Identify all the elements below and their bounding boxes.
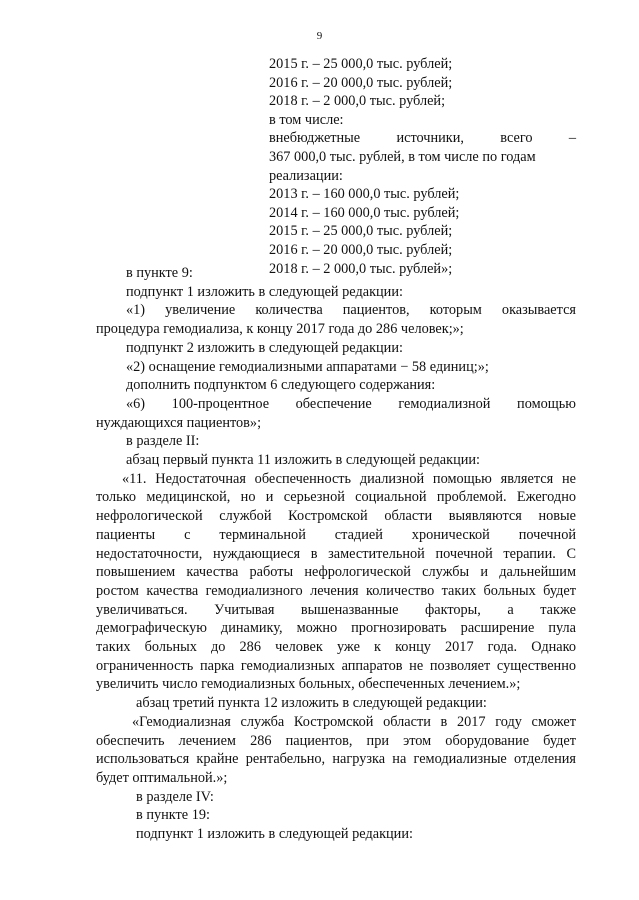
paragraph-line: таких больных до 286 человек уже к концу 2017 года. Однако bbox=[96, 639, 576, 656]
paragraph: «2) оснащение гемодиализными аппаратами − 58 единиц;»; bbox=[126, 358, 489, 375]
extrabudget-word: – bbox=[568, 130, 576, 147]
paragraph-line: пациенты с терминальной стадией хронической почечной bbox=[96, 526, 576, 543]
paragraph-line: увеличиваться. Учитывая вышеназванные факторы, а также bbox=[96, 601, 576, 618]
paragraph-line: ростом качества гемодиализного лечения количество таких больных будет bbox=[96, 582, 576, 599]
paragraph-line: «1) увеличение количества пациентов, которым оказывается bbox=[126, 302, 576, 319]
funding-line: 2015 г. – 25 000,0 тыс. рублей; bbox=[269, 56, 453, 72]
paragraph: дополнить подпунктом 6 следующего содержания: bbox=[126, 377, 436, 394]
paragraph-line: «Гемодиализная служба Костромской области в 2017 году сможет bbox=[132, 713, 576, 730]
funding-line: 2015 г. – 25 000,0 тыс. рублей; bbox=[269, 223, 453, 240]
paragraph-line: «6) 100-процентное обеспечение гемодиализной помощью bbox=[126, 395, 576, 412]
paragraph: абзац первый пункта 11 изложить в следующей редакции: bbox=[126, 452, 480, 469]
document-body bbox=[96, 264, 576, 844]
paragraph-line: использоваться крайне рентабельно, нагрузка на гемодиализные отделения bbox=[96, 751, 576, 768]
paragraph-line: будет оптимальной.»; bbox=[96, 769, 228, 786]
funding-line: в том числе: bbox=[269, 111, 344, 128]
extrabudget-line-3: реализации: bbox=[269, 167, 343, 184]
paragraph-line: недостаточности, нуждающиеся в заместительной почечной терапии. С bbox=[96, 545, 576, 562]
page-number: 9 bbox=[316, 30, 323, 42]
extrabudget-line-1 bbox=[269, 129, 576, 148]
paragraph-line: нефрологической службой Костромской области выявляются новые bbox=[96, 508, 576, 525]
paragraph: в пункте 9: bbox=[126, 265, 193, 281]
paragraph-line: повышением качества работы нефрологической службы и дальнейшим bbox=[96, 564, 576, 581]
paragraph-line: демографическую динамику, можно прогнозировать расширение пула bbox=[96, 620, 576, 637]
extrabudget-word: всего bbox=[500, 130, 533, 147]
paragraph-line: только медицинской, но и серьезной социальной проблемой. Ежегодно bbox=[96, 489, 576, 506]
paragraph: подпункт 1 изложить в следующей редакции: bbox=[126, 283, 403, 300]
funding-line: 2018 г. – 2 000,0 тыс. рублей»; bbox=[269, 260, 453, 277]
funding-line: 2014 г. – 160 000,0 тыс. рублей; bbox=[269, 204, 460, 221]
extrabudget-word: внебюджетные bbox=[269, 130, 361, 147]
paragraph: в пункте 19: bbox=[136, 807, 210, 824]
paragraph: подпункт 2 изложить в следующей редакции: bbox=[126, 339, 403, 356]
funding-line: 2013 г. – 160 000,0 тыс. рублей; bbox=[269, 186, 460, 203]
paragraph-line: увеличить число гемодиализных больных, обеспеченных лечением.»; bbox=[96, 676, 521, 693]
paragraph-line: обеспечить лечением 286 пациентов, при этом оборудование будет bbox=[96, 732, 576, 749]
paragraph: абзац третий пункта 12 изложить в следующей редакции: bbox=[136, 695, 487, 712]
funding-column-top bbox=[269, 55, 576, 278]
funding-line: 2018 г. – 2 000,0 тыс. рублей; bbox=[269, 93, 446, 110]
paragraph-line: «11. Недостаточная обеспеченность диализной помощью является не bbox=[122, 470, 576, 487]
paragraph-line: ограниченность парка гемодиализных аппаратов не позволяет существенно bbox=[96, 657, 576, 674]
paragraph-line: процедура гемодиализа, к концу 2017 года до 286 человек;»; bbox=[96, 321, 464, 338]
paragraph: подпункт 1 изложить в следующей редакции: bbox=[136, 826, 413, 843]
funding-line: 2016 г. – 20 000,0 тыс. рублей; bbox=[269, 241, 453, 258]
funding-line: 2016 г. – 20 000,0 тыс. рублей; bbox=[269, 74, 453, 91]
extrabudget-line-2: 367 000,0 тыс. рублей, в том числе по годам bbox=[269, 148, 536, 165]
extrabudget-word: источники, bbox=[396, 130, 464, 147]
section-heading: в разделе IV: bbox=[136, 788, 214, 805]
paragraph-line: нуждающихся пациентов»; bbox=[96, 414, 262, 431]
section-heading: в разделе II: bbox=[126, 433, 200, 450]
